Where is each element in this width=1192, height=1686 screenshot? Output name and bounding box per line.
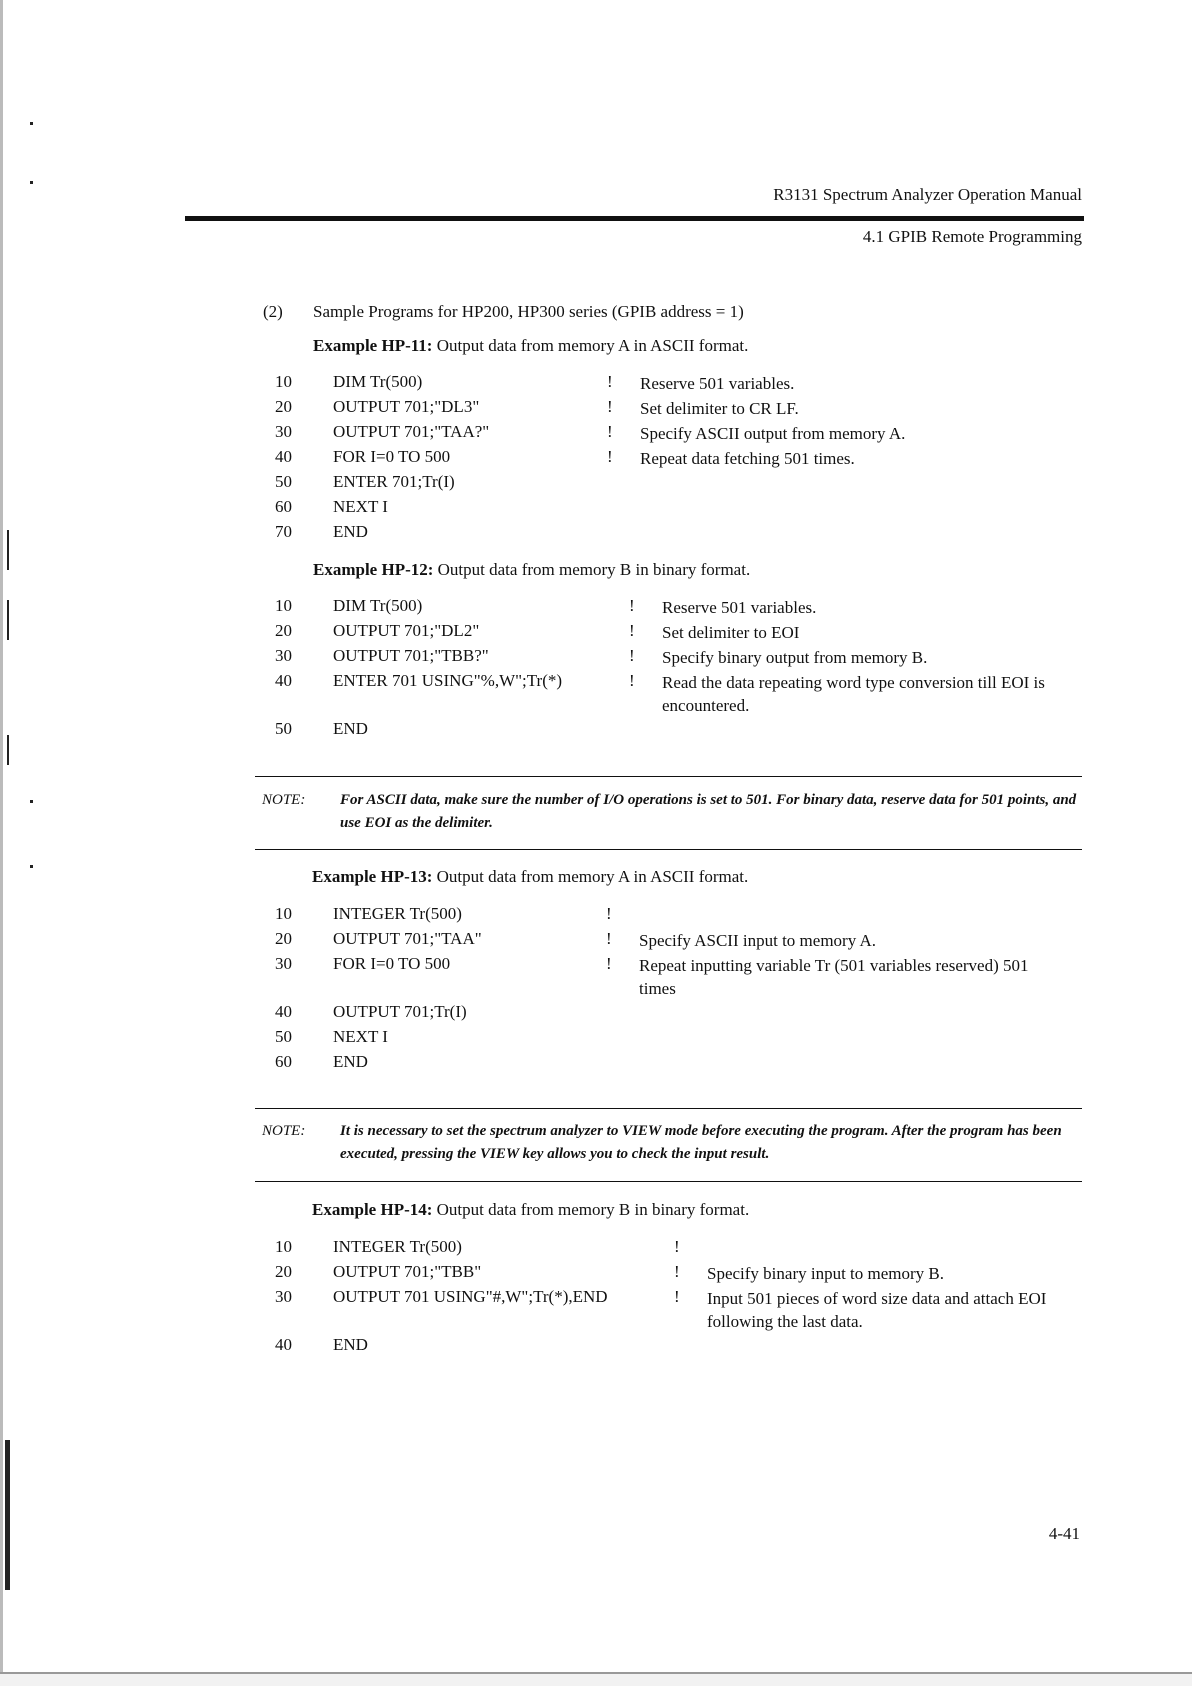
code-block [255, 1237, 1085, 1360]
example-title [312, 867, 748, 887]
code-line [255, 1262, 1085, 1287]
note-rule [255, 776, 1082, 777]
code-statement: OUTPUT 701;"DL2" [333, 621, 480, 640]
header-rule [185, 216, 1084, 221]
comment-marker: ! [607, 447, 613, 466]
code-comment: Specify ASCII output from memory A. [640, 424, 906, 443]
code-line [255, 596, 1085, 621]
code-statement: END [333, 719, 368, 738]
comment-marker: ! [629, 671, 635, 690]
code-comment: Read the data repeating word type conversion till EOI is encountered. [662, 673, 1045, 715]
scan-mark [7, 530, 9, 570]
example-desc: Output data from memory B in binary format. [432, 1200, 750, 1219]
code-statement: OUTPUT 701;"TAA?" [333, 422, 490, 441]
comment-marker: ! [674, 1262, 680, 1281]
section-title: 4.1 GPIB Remote Programming [862, 227, 1082, 246]
code-statement: NEXT I [333, 1027, 388, 1046]
manual-title: R3131 Spectrum Analyzer Operation Manual [773, 185, 1082, 204]
code-line [255, 621, 1085, 646]
scan-edge [0, 0, 3, 1684]
line-number: 20 [275, 1262, 292, 1281]
code-comment: Set delimiter to CR LF. [640, 399, 799, 418]
code-line [255, 497, 1085, 522]
scan-mark [30, 865, 33, 868]
code-line [255, 422, 1085, 447]
code-block [255, 596, 1085, 744]
code-comment: Reserve 501 variables. [662, 598, 817, 617]
code-line [255, 671, 1085, 719]
code-comment: Input 501 pieces of word size data and attach EOI following the last data. [707, 1289, 1047, 1331]
line-number: 20 [275, 397, 292, 416]
line-number: 50 [275, 472, 292, 491]
line-number: 10 [275, 596, 292, 615]
code-line [255, 472, 1085, 497]
code-line [255, 372, 1085, 397]
comment-marker: ! [629, 596, 635, 615]
example-desc: Output data from memory A in ASCII format. [432, 867, 749, 886]
code-comment: Specify binary output from memory B. [662, 648, 928, 667]
code-line [255, 1287, 1085, 1335]
line-number: 70 [275, 522, 292, 541]
scan-mark [30, 800, 33, 803]
code-comment: Repeat inputting variable Tr (501 variables reserved) 501 times [639, 956, 1029, 998]
line-number: 30 [275, 646, 292, 665]
scan-mark [30, 181, 33, 184]
line-number: 60 [275, 497, 292, 516]
code-line [255, 954, 1085, 1002]
intro-marker: (2) [263, 302, 283, 321]
code-block [255, 372, 1085, 547]
line-number: 10 [275, 372, 292, 391]
code-line [255, 522, 1085, 547]
code-line [255, 929, 1085, 954]
comment-marker: ! [606, 954, 612, 973]
code-comment: Reserve 501 variables. [640, 374, 795, 393]
note-text: For ASCII data, make sure the number of I/O operations is set to 501. For binary data, reserve data for 501 points, and use EOI as the delimiter. [340, 792, 1077, 831]
code-line [255, 1027, 1085, 1052]
code-statement: END [333, 1052, 368, 1071]
code-statement: ENTER 701;Tr(I) [333, 472, 455, 491]
code-statement: OUTPUT 701;"TBB?" [333, 646, 489, 665]
code-line [255, 719, 1085, 744]
code-statement: INTEGER Tr(500) [333, 904, 462, 923]
line-number: 30 [275, 422, 292, 441]
scan-mark [30, 122, 33, 125]
code-statement: ENTER 701 USING"%,W";Tr(*) [333, 671, 563, 690]
line-number: 50 [275, 1027, 292, 1046]
note-text: It is necessary to set the spectrum analyzer to VIEW mode before executing the program. After the program has been executed, pressing the VIEW key allows you to check the input result. [340, 1123, 1062, 1162]
code-line [255, 1335, 1085, 1360]
code-statement: OUTPUT 701;"TAA" [333, 929, 482, 948]
code-statement: OUTPUT 701 USING"#,W";Tr(*),END [333, 1287, 608, 1306]
note-label: NOTE: [262, 1123, 306, 1139]
example-title [313, 336, 748, 356]
comment-marker: ! [629, 646, 635, 665]
example-label: Example HP-13: [312, 867, 433, 886]
code-statement: OUTPUT 701;Tr(I) [333, 1002, 467, 1021]
example-title [312, 1200, 749, 1220]
comment-marker: ! [606, 929, 612, 948]
code-comment: Specify binary input to memory B. [707, 1264, 945, 1283]
scan-mark [7, 735, 9, 765]
line-number: 50 [275, 719, 292, 738]
comment-marker: ! [607, 397, 613, 416]
code-line [255, 1052, 1085, 1077]
intro-text: Sample Programs for HP200, HP300 series (GPIB address = 1) [313, 302, 744, 321]
line-number: 10 [275, 904, 292, 923]
comment-marker: ! [606, 904, 612, 923]
scan-mark [7, 600, 9, 640]
example-label: Example HP-14: [312, 1200, 433, 1219]
line-number: 40 [275, 1335, 292, 1354]
note-rule [255, 1181, 1082, 1182]
code-line [255, 646, 1085, 671]
line-number: 20 [275, 621, 292, 640]
code-statement: OUTPUT 701;"DL3" [333, 397, 480, 416]
code-statement: FOR I=0 TO 500 [333, 447, 451, 466]
code-line [255, 447, 1085, 472]
line-number: 30 [275, 954, 292, 973]
code-block [255, 904, 1085, 1077]
comment-marker: ! [674, 1237, 680, 1256]
code-line [255, 397, 1085, 422]
comment-marker: ! [629, 621, 635, 640]
code-comment: Set delimiter to EOI [662, 623, 800, 642]
example-label: Example HP-12: [313, 560, 434, 579]
line-number: 30 [275, 1287, 292, 1306]
line-number: 40 [275, 447, 292, 466]
code-statement: END [333, 522, 368, 541]
code-statement: INTEGER Tr(500) [333, 1237, 462, 1256]
line-number: 10 [275, 1237, 292, 1256]
code-line [255, 1002, 1085, 1027]
code-statement: FOR I=0 TO 500 [333, 954, 451, 973]
example-title [313, 560, 750, 580]
line-number: 20 [275, 929, 292, 948]
comment-marker: ! [607, 372, 613, 391]
example-desc: Output data from memory B in binary format. [433, 560, 751, 579]
example-desc: Output data from memory A in ASCII format. [432, 336, 749, 355]
comment-marker: ! [674, 1287, 680, 1306]
code-statement: END [333, 1335, 368, 1354]
line-number: 40 [275, 1002, 292, 1021]
note-label: NOTE: [262, 792, 306, 808]
line-number: 60 [275, 1052, 292, 1071]
code-comment: Specify ASCII input to memory A. [639, 931, 877, 950]
code-comment: Repeat data fetching 501 times. [640, 449, 855, 468]
code-statement: DIM Tr(500) [333, 596, 423, 615]
line-number: 40 [275, 671, 292, 690]
page-number: 4-41 [1048, 1524, 1080, 1543]
scan-mark [5, 1440, 10, 1590]
code-line [255, 1237, 1085, 1262]
note-rule [255, 1108, 1082, 1109]
code-statement: OUTPUT 701;"TBB" [333, 1262, 482, 1281]
comment-marker: ! [607, 422, 613, 441]
note-rule [255, 849, 1082, 850]
code-line [255, 904, 1085, 929]
code-statement: DIM Tr(500) [333, 372, 423, 391]
example-label: Example HP-11: [313, 336, 433, 355]
code-statement: NEXT I [333, 497, 388, 516]
